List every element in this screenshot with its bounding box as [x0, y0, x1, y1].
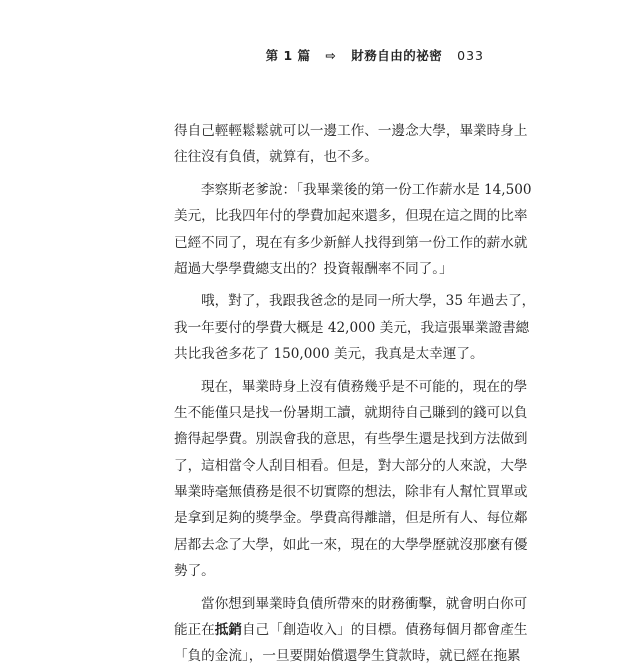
text-line: [174, 591, 528, 617]
text-line: [174, 426, 528, 452]
text-segment: 得自己輕輕鬆鬆就可以一邊工作、一邊念大學，畢業時身上: [174, 123, 528, 139]
running-header: [266, 46, 484, 64]
text-line: [174, 643, 521, 669]
text-segment: 了，這相當令人刮目相看。但是，對大部分的人來說，大學: [174, 457, 528, 474]
text-line: [174, 177, 532, 203]
text-line: [174, 256, 482, 282]
text-segment: 美元，比我四年付的學費加起來還多，但現在這之間的比率: [174, 208, 528, 225]
text-segment: 畢業時毫無債務是很不切實際的想法，除非有人幫忙買單或: [174, 484, 528, 501]
text-segment: 現在，畢業時身上沒有債務幾乎是不可能的，現在的學: [201, 378, 528, 395]
text-segment: 共比我爸多花了 150,000 美元，我真是太幸運了。: [174, 346, 484, 363]
text-line: [174, 374, 528, 400]
text-segment: 哦，對了，我跟我爸念的是同一所大學，35 年過去了，: [201, 293, 536, 310]
text-line: [174, 479, 528, 505]
chapter-title: 財務自由的祕密: [351, 48, 443, 63]
text-line: [174, 532, 528, 558]
text-line: [174, 315, 530, 341]
page-number: 033: [457, 48, 484, 63]
text-line: [174, 505, 528, 531]
text-line: [174, 203, 528, 229]
text-line: [174, 230, 528, 256]
text-segment: 勢了。: [174, 563, 215, 580]
body-text: [174, 118, 536, 670]
text-segment: 李察斯老爹說：「我畢業後的第一份工作薪水是 14,500: [201, 181, 532, 198]
text-line: [174, 558, 482, 584]
text-line: [174, 400, 528, 426]
text-segment: 超過大學學費總支出的？投資報酬率不同了。」: [174, 260, 453, 277]
text-line: [174, 288, 536, 314]
text-segment: 是拿到足夠的獎學金。學費高得離譜，但是所有人、每位鄰: [174, 510, 528, 527]
text-line: [174, 453, 528, 479]
text-line: [174, 341, 482, 367]
text-segment: 往往沒有負債，就算有，也不多。: [174, 149, 378, 166]
emphasis-text: 抵銷: [214, 622, 242, 639]
text-segment: 居都去念了大學，如此一來，現在的大學學歷就沒那麼有優: [174, 536, 528, 553]
text-line: [174, 617, 528, 643]
text-segment: 生不能僅只是找一份暑期工讀，就期待自己賺到的錢可以負: [174, 404, 528, 421]
arrow-icon: ⇨: [325, 48, 337, 63]
text-segment: 當你想到畢業時負債所帶來的財務衝擊，就會明白你可: [201, 595, 528, 612]
text-segment: 擔得起學費。別誤會我的意思，有些學生還是找到方法做到: [174, 431, 528, 448]
text-segment: 能正在: [174, 622, 215, 639]
text-segment: 自己「創造收入」的目標。債務每個月都會產生: [241, 622, 528, 639]
text-segment: 我一年要付的學費大概是 42,000 美元，我這張畢業證書總: [174, 319, 530, 336]
chapter-label: 第 1 篇: [265, 48, 311, 63]
text-segment: 「負的金流」，一旦要開始償還學生貸款時，就已經在拖累: [174, 648, 521, 665]
text-segment: 已經不同了，現在有多少新鮮人找得到第一份工作的薪水就: [174, 234, 528, 251]
text-line: [174, 144, 482, 170]
text-line: [174, 118, 528, 144]
